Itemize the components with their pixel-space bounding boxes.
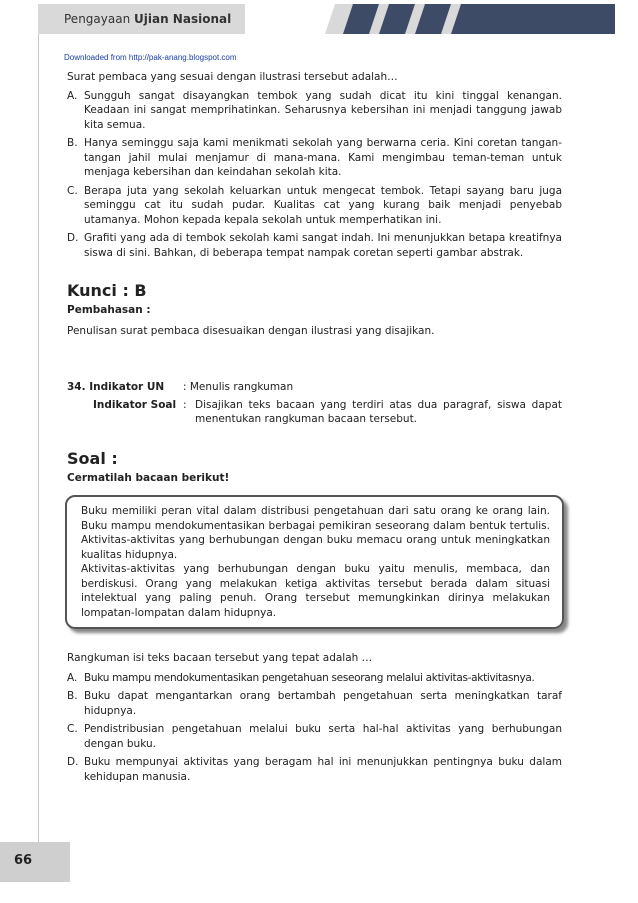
reading-passage-box	[65, 495, 564, 629]
indikator-soal-value: Disajikan teks bacaan yang terdiri atas dua paragraf, siswa dapat menentukan rangkuman bacaan tersebut.	[195, 398, 562, 425]
indikator-un-label: 34. Indikator UN	[67, 381, 165, 393]
option-text: Sungguh sangat disayangkan tembok yang sudah dicat itu kini tinggal kenangan. Keadaan ini sangat memprihatinkan. Seharusnya kebersihan ini menjadi tanggung jawab kita semua.	[84, 89, 562, 131]
option-text: Buku dapat mengantarkan orang bertambah pengetahuan serta meningkatkan taraf hidupnya.	[84, 690, 562, 717]
q34-option-a	[67, 671, 562, 686]
pembahasan-label: Pembahasan :	[67, 304, 151, 316]
indikator-soal-label: Indikator Soal	[93, 398, 177, 411]
q33-option-d	[67, 231, 562, 260]
indikator-soal-row	[67, 398, 562, 427]
passage-paragraph-1: Buku memiliki peran vital dalam distribusi pengetahuan dari satu orang ke orang lain. Buku mampu mendokumentasikan berbagai pemikiran seseorang dalam bentuk tertulis. Aktivitas-aktivitas yang berhubungan dengan buku memacu orang untuk meningkatkan kualitas hidupnya.	[81, 505, 550, 561]
q34-option-d	[67, 755, 562, 784]
q33-option-b	[67, 136, 562, 180]
soal-heading: Soal :	[67, 448, 118, 468]
indikator-un-value: : Menulis rangkuman	[183, 381, 294, 393]
option-letter: C.	[67, 723, 78, 735]
q34-option-b	[67, 689, 562, 718]
q33-option-a	[67, 89, 562, 133]
option-letter: D.	[67, 232, 79, 244]
option-letter: B.	[67, 690, 78, 702]
option-letter: D.	[67, 756, 79, 768]
soal-instruction: Cermatilah bacaan berikut!	[67, 471, 230, 484]
option-letter: C.	[67, 184, 78, 197]
indikator-un-row	[67, 380, 562, 395]
option-letter: B.	[67, 137, 78, 149]
q34-prompt: Rangkuman isi teks bacaan tersebut yang tepat adalah …	[67, 652, 373, 664]
option-text: Hanya seminggu saja kami menikmati sekolah yang berwarna ceria. Kini coretan tangan-tangan jahil mulai menjamur di mana-mana. Kami mengimbau teman-teman untuk menjaga kebersihan dan keindahan sekolah kita.	[84, 137, 562, 178]
page-header	[0, 0, 638, 44]
passage-paragraph-2: Aktivitas-aktivitas yang berhubungan dengan buku yaitu menulis, membaca, dan berdiskusi. Orang yang melakukan ketiga aktivitas tersebut berada dalam situasi intelektual yang paling penuh. Orang tersebut memungkinkan dirinya melakukan lompatan-lompatan dalam hidupnya.	[81, 563, 550, 619]
page-number: 66	[14, 853, 33, 868]
download-note: Downloaded from http://pak-anang.blogspot.com	[64, 53, 237, 62]
option-text: Grafiti yang ada di tembok sekolah kami sangat indah. Ini menunjukkan betapa kreatifnya siswa di sini. Bahkan, di beberapa tempat nampak coretan seperti gambar abstrak.	[84, 232, 562, 259]
option-text: Berapa juta yang sekolah keluarkan untuk mengecat tembok. Tetapi sayang baru juga seminggu cat itu sudah pudar. Kualitas cat yang kurang baik menjadi penyebab utamanya. Mohon kepada kepala sekolah untuk memperhatikan ini.	[84, 184, 562, 226]
page-number-box	[0, 842, 70, 882]
header-title: Pengayaan Ujian Nasional	[64, 12, 232, 26]
option-text: Buku mempunyai aktivitas yang beragam hal ini menunjukkan pentingnya buku dalam kehidupan manusia.	[84, 756, 562, 783]
answer-key: Kunci : B	[67, 281, 147, 300]
q33-option-c	[67, 184, 562, 228]
option-letter: A.	[67, 671, 78, 684]
q33-prompt: Surat pembaca yang sesuai dengan ilustrasi tersebut adalah…	[67, 71, 398, 83]
option-text: Pendistribusian pengetahuan melalui buku serta hal-hal aktivitas yang berhubungan dengan buku.	[84, 723, 562, 750]
indikator-soal-colon: :	[183, 398, 187, 411]
option-letter: A.	[67, 89, 78, 102]
option-text: Buku mampu mendokumentasikan pengetahuan seseorang melalui aktivitas-aktivitasnya.	[84, 671, 535, 684]
header-stripes-decoration	[245, 4, 615, 34]
margin-line	[38, 34, 39, 849]
pembahasan-text: Penulisan surat pembaca disesuaikan dengan ilustrasi yang disajikan.	[67, 324, 435, 337]
page-content	[67, 70, 562, 788]
q34-option-c	[67, 722, 562, 751]
